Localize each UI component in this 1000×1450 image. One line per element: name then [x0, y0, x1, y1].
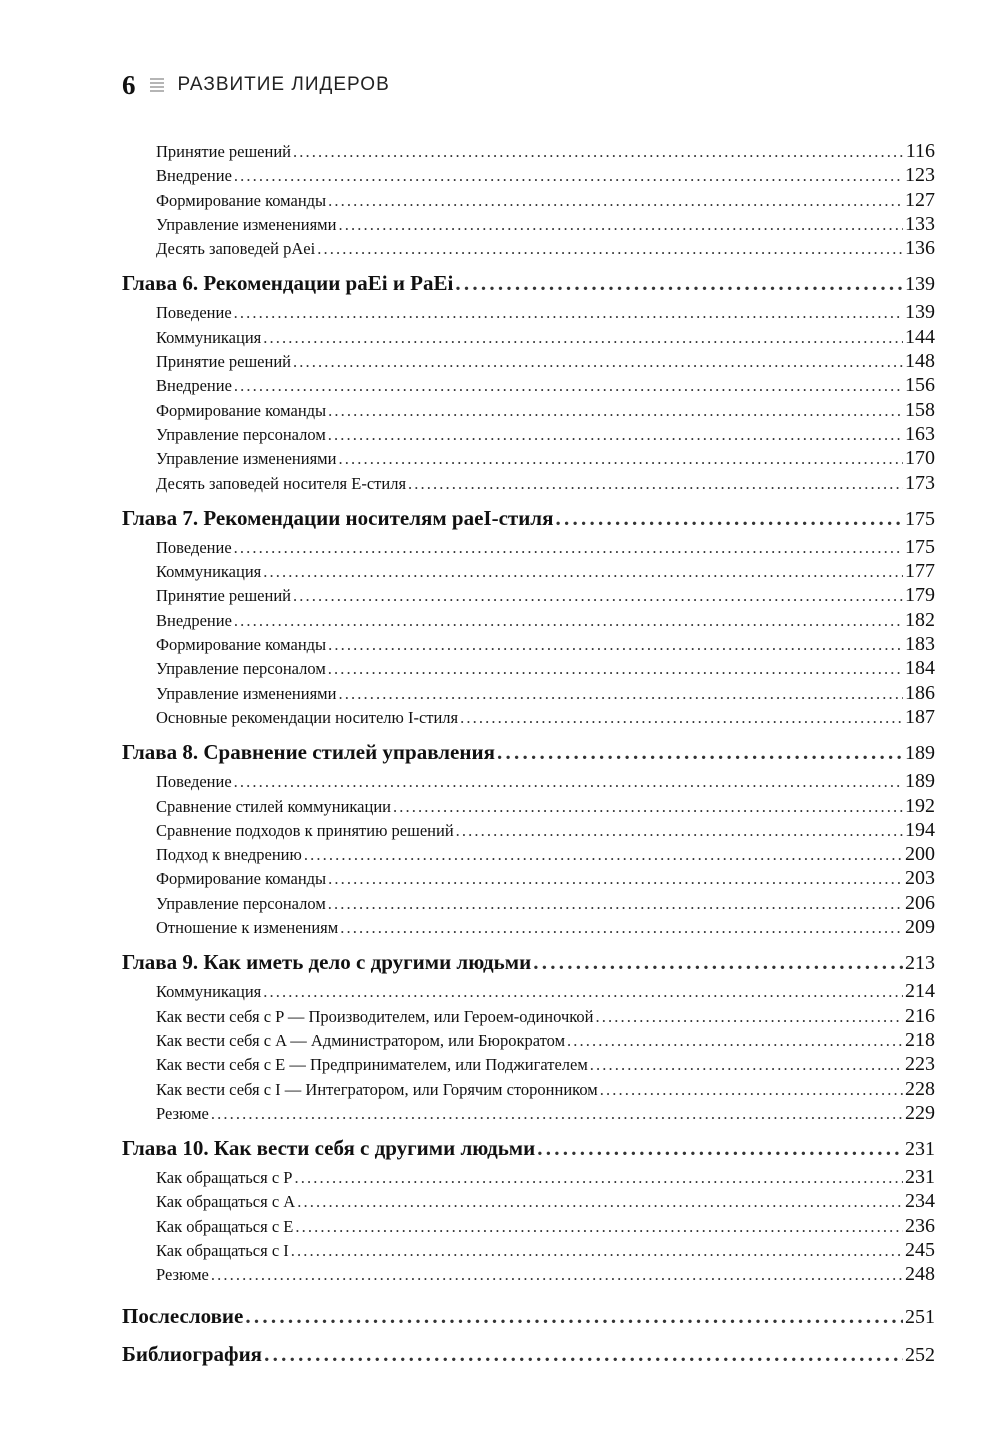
toc-entry[interactable] [122, 560, 935, 584]
toc-entry[interactable] [122, 892, 935, 916]
toc-entry-label: Управление персоналом [156, 893, 326, 913]
table-of-contents [122, 140, 935, 1376]
dot-leader [393, 797, 903, 817]
toc-entry-page: 194 [905, 818, 935, 841]
dot-leader [338, 215, 903, 235]
toc-entry[interactable] [122, 770, 935, 794]
dot-leader [338, 684, 903, 704]
toc-entry[interactable] [122, 980, 935, 1004]
toc-chapter-6[interactable] [122, 271, 935, 301]
toc-entry-label: Поведение [156, 303, 232, 323]
toc-entry-label: Отношение к изменениям [156, 918, 339, 938]
toc-entry-label: Формирование команды [156, 400, 327, 420]
toc-entry-page: 182 [905, 608, 935, 631]
toc-entry[interactable] [122, 1029, 935, 1053]
toc-entry-page: 127 [905, 188, 935, 211]
toc-entry-page: 183 [905, 633, 935, 656]
dot-leader [234, 538, 903, 558]
chapter-page: 213 [905, 952, 935, 975]
dot-leader [234, 303, 903, 323]
striped-square-icon [150, 78, 164, 92]
toc-entry-page: 123 [905, 164, 935, 187]
toc-entry[interactable] [122, 706, 935, 730]
running-title: РАЗВИТИЕ ЛИДЕРОВ [177, 74, 390, 95]
toc-entry[interactable] [122, 916, 935, 940]
toc-entry[interactable] [122, 374, 935, 398]
dot-leader [263, 562, 903, 582]
toc-entry[interactable] [122, 1190, 935, 1214]
dot-leader [234, 166, 903, 186]
chapter-title: Глава 10. Как вести себя с другими людьми [122, 1136, 536, 1161]
toc-entry[interactable] [122, 350, 935, 374]
toc-entry-page: 163 [905, 422, 935, 445]
toc-entry[interactable] [122, 189, 935, 213]
toc-entry-label: Основные рекомендации носителю I-стиля [156, 707, 459, 727]
chapter-title: Глава 9. Как иметь дело с другими людьми [122, 950, 532, 975]
dot-leader [293, 352, 903, 372]
toc-entry[interactable] [122, 423, 935, 447]
toc-entry-page: 229 [905, 1101, 935, 1124]
toc-entry[interactable] [122, 609, 935, 633]
toc-entry-label: Принятие решений [156, 142, 291, 161]
toc-entry-label: Как вести себя с P — Производителем, или Героем-одиночкой [156, 1006, 594, 1026]
toc-entry-label: Как вести себя с A — Администратором, или Бюрократом [156, 1030, 566, 1050]
toc-entry[interactable] [122, 867, 935, 891]
toc-entry[interactable] [122, 472, 935, 496]
dot-leader [264, 1342, 903, 1367]
toc-entry[interactable] [122, 326, 935, 350]
dot-leader [234, 376, 903, 396]
toc-entry-page: 228 [905, 1077, 935, 1100]
dot-leader [328, 425, 903, 445]
toc-entry[interactable] [122, 213, 935, 237]
toc-entry-label: Формирование команды [156, 635, 327, 655]
toc-entry-label: Управление изменениями [156, 683, 337, 703]
dot-leader [328, 191, 903, 211]
dot-leader [234, 611, 903, 631]
dot-leader [328, 659, 903, 679]
dot-leader [304, 845, 903, 865]
dot-leader [211, 1104, 903, 1124]
toc-entry-label: Подход к внедрению [156, 845, 302, 865]
toc-entry-label: Принятие решений [156, 586, 291, 606]
dot-leader [533, 950, 903, 975]
chapter-title: Послесловие [122, 1303, 244, 1328]
toc-entry-page: 136 [905, 237, 935, 260]
toc-entry-label: Десять заповедей pAei [156, 239, 316, 259]
toc-entry-label: Сравнение подходов к принятию решений [156, 820, 454, 840]
chapter-page: 189 [905, 742, 935, 765]
toc-entry-label: Внедрение [156, 376, 232, 396]
page-header [122, 70, 390, 100]
toc-chapter-10[interactable] [122, 1136, 935, 1166]
toc-entry-page: 231 [905, 1166, 935, 1189]
toc-entry[interactable] [122, 1005, 935, 1029]
toc-entry-page: 248 [905, 1263, 935, 1286]
toc-entry-page: 116 [905, 140, 935, 162]
dot-leader [567, 1031, 903, 1051]
dot-leader [245, 1304, 903, 1329]
toc-entry-page: 144 [905, 325, 935, 348]
toc-entry[interactable] [122, 633, 935, 657]
page-number: 6 [122, 70, 136, 100]
chapter-page: 139 [905, 273, 935, 296]
toc-entry[interactable] [122, 1102, 935, 1126]
dot-leader [295, 1217, 903, 1237]
toc-entry-page: 158 [905, 398, 935, 421]
toc-entry-page: 177 [905, 560, 935, 583]
dot-leader [234, 772, 903, 792]
chapter-page: 175 [905, 507, 935, 530]
toc-entry-label: Как обращаться с P [156, 1168, 293, 1188]
toc-entry[interactable] [122, 447, 935, 471]
toc-entry-page: 200 [905, 843, 935, 866]
toc-entry[interactable] [122, 819, 935, 843]
toc-chapter-9[interactable] [122, 950, 935, 980]
toc-entry-label: Управление персоналом [156, 424, 326, 444]
toc-entry-page: 216 [905, 1004, 935, 1027]
chapter-title: Глава 6. Рекомендации paEi и PaEi [122, 271, 454, 296]
toc-entry-label: Коммуникация [156, 327, 262, 347]
dot-leader [455, 271, 903, 296]
dot-leader [293, 586, 903, 606]
toc-entry-label: Внедрение [156, 610, 232, 630]
toc-entry-label: Как обращаться с A [156, 1192, 296, 1212]
toc-entry-page: 236 [905, 1214, 935, 1237]
toc-entry-page: 156 [905, 374, 935, 397]
toc-entry-page: 179 [905, 584, 935, 607]
toc-afterword[interactable] [122, 1304, 935, 1338]
toc-entry[interactable] [122, 237, 935, 261]
dot-leader [263, 328, 903, 348]
dot-leader [338, 449, 903, 469]
toc-entry[interactable] [122, 140, 935, 164]
dot-leader [456, 821, 903, 841]
toc-entry-page: 170 [905, 447, 935, 470]
toc-entry-page: 139 [905, 301, 935, 324]
chapter-title: Глава 8. Сравнение стилей управления [122, 740, 495, 765]
dot-leader [263, 982, 903, 1002]
dot-leader [408, 474, 903, 494]
toc-entry[interactable] [122, 795, 935, 819]
toc-entry[interactable] [122, 1239, 935, 1263]
toc-entry-page: 175 [905, 535, 935, 558]
toc-entry-label: Формирование команды [156, 190, 327, 210]
toc-entry[interactable] [122, 1215, 935, 1239]
toc-entry-page: 234 [905, 1190, 935, 1213]
chapter-page: 251 [905, 1305, 935, 1328]
toc-entry[interactable] [122, 843, 935, 867]
toc-entry-page: 184 [905, 657, 935, 680]
toc-entry-page: 133 [905, 212, 935, 235]
dot-leader [537, 1136, 903, 1161]
toc-entry[interactable] [122, 301, 935, 325]
toc-entry[interactable] [122, 1166, 935, 1190]
toc-entry-label: Как вести себя с E — Предпринимателем, или Поджигателем [156, 1055, 588, 1075]
toc-entry-label: Как вести себя с I — Интегратором, или Горячим сторонником [156, 1079, 598, 1099]
toc-entry-label: Десять заповедей носителя E-стиля [156, 473, 407, 493]
chapter-title: Библиография [122, 1341, 263, 1366]
toc-entry-label: Коммуникация [156, 562, 262, 582]
toc-entry-page: 206 [905, 891, 935, 914]
toc-entry[interactable] [122, 164, 935, 188]
toc-entry-page: 148 [905, 350, 935, 373]
toc-entry-page: 192 [905, 794, 935, 817]
dot-leader [317, 239, 903, 259]
dot-leader [211, 1265, 903, 1285]
toc-entry[interactable] [122, 682, 935, 706]
dot-leader [328, 869, 903, 889]
dot-leader [294, 1168, 903, 1188]
toc-entry-label: Сравнение стилей коммуникации [156, 796, 391, 816]
toc-entry[interactable] [122, 1053, 935, 1077]
toc-entry-label: Внедрение [156, 166, 232, 186]
toc-entry-page: 218 [905, 1028, 935, 1051]
dot-leader [297, 1192, 903, 1212]
dot-leader [600, 1080, 903, 1100]
toc-entry-page: 245 [905, 1238, 935, 1261]
dot-leader [293, 142, 904, 162]
dot-leader [340, 918, 903, 938]
toc-entry[interactable] [122, 584, 935, 608]
toc-entry-page: 186 [905, 681, 935, 704]
toc-entry[interactable] [122, 1263, 935, 1287]
toc-entry-label: Управление персоналом [156, 659, 326, 679]
dot-leader [328, 401, 903, 421]
toc-entry-page: 203 [905, 867, 935, 890]
toc-entry-label: Как обращаться с I [156, 1240, 289, 1260]
toc-chapter-7[interactable] [122, 506, 935, 536]
dot-leader [555, 506, 903, 531]
toc-entry[interactable] [122, 399, 935, 423]
toc-bibliography[interactable] [122, 1342, 935, 1376]
toc-entry-label: Принятие решений [156, 352, 291, 372]
dot-leader [328, 635, 903, 655]
chapter-page: 252 [905, 1343, 935, 1366]
toc-entry-label: Как обращаться с E [156, 1216, 294, 1236]
toc-entry-page: 223 [905, 1053, 935, 1076]
toc-entry-label: Резюме [156, 1265, 209, 1285]
toc-entry-page: 189 [905, 770, 935, 793]
toc-entry-label: Формирование команды [156, 869, 327, 889]
toc-entry-label: Управление изменениями [156, 214, 337, 234]
toc-lead-entries [122, 140, 935, 261]
toc-entry[interactable] [122, 657, 935, 681]
toc-entry-label: Поведение [156, 537, 232, 557]
dot-leader [291, 1241, 903, 1261]
toc-entry-label: Коммуникация [156, 982, 262, 1002]
dot-leader [596, 1007, 904, 1027]
toc-entry-page: 173 [905, 471, 935, 494]
toc-entry-page: 187 [905, 705, 935, 728]
toc-entry[interactable] [122, 1078, 935, 1102]
dot-leader [590, 1055, 903, 1075]
chapter-title: Глава 7. Рекомендации носителям paeI-стиля [122, 505, 554, 530]
toc-entry-page: 214 [905, 980, 935, 1003]
toc-entry-label: Резюме [156, 1103, 209, 1123]
dot-leader [497, 740, 903, 765]
toc-entry-page: 209 [905, 916, 935, 939]
chapter-page: 231 [905, 1138, 935, 1161]
toc-entry-label: Поведение [156, 772, 232, 792]
dot-leader [328, 894, 903, 914]
dot-leader [460, 708, 903, 728]
toc-chapter-8[interactable] [122, 740, 935, 770]
toc-entry-label: Управление изменениями [156, 449, 337, 469]
toc-entry[interactable] [122, 536, 935, 560]
